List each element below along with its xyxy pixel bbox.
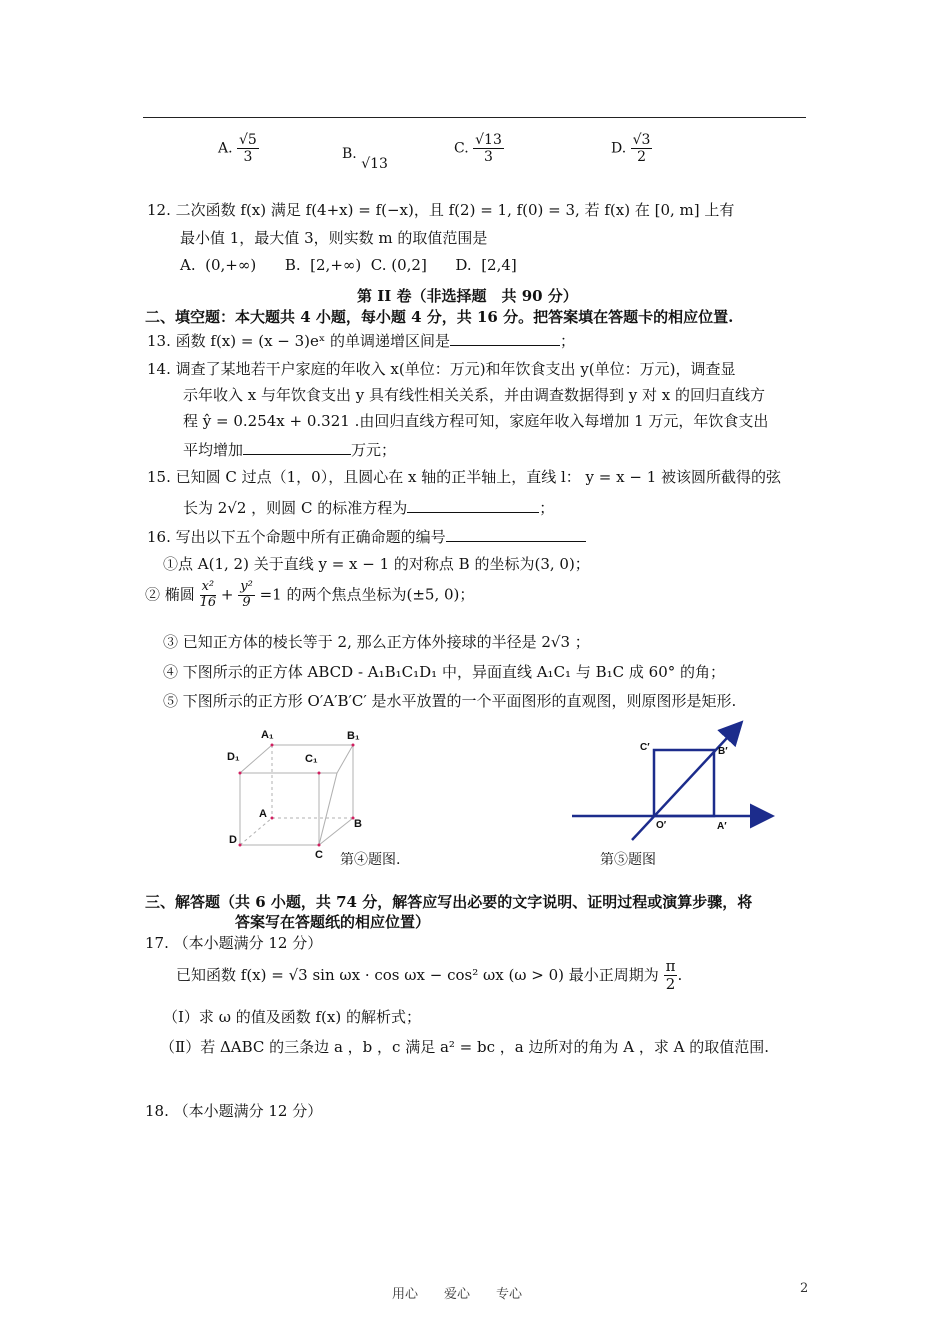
q16-p3: ③ 已知正方体的棱长等于 2, 那么正方体外接球的半径是 2√3 ； <box>163 633 590 651</box>
q14-answer-blank[interactable] <box>243 440 351 455</box>
label-a-prime: A′ <box>717 821 727 832</box>
q15-line2 <box>183 497 554 518</box>
option-d-fraction <box>631 132 653 165</box>
q17-part2: （Ⅱ）若 ΔABC 的三条边 a ，b ，c 满足 a² = bc ，a 边所对的角为 A ，求 A 的取值范围. <box>160 1038 770 1056</box>
figure4-cube <box>225 725 400 865</box>
q16-p4: ④ 下图所示的正方体 ABCD - A₁B₁C₁D₁ 中，异面直线 A₁C₁ 与 B₁C 成 60° 的角； <box>163 663 726 681</box>
option-d-den: 2 <box>637 149 647 166</box>
q17-part1: （Ⅰ）求 ω 的值及函数 f(x) 的解析式； <box>163 1008 421 1026</box>
q16-p2-frac-x <box>200 580 217 611</box>
q12-line2: 最小值 1，最大值 3，则实数 m 的取值范围是 <box>180 229 488 247</box>
figure5-square <box>570 716 780 846</box>
q13 <box>147 330 575 351</box>
q11-option-c <box>454 132 504 165</box>
option-a-label: A. <box>218 140 233 157</box>
q13-end: ； <box>560 332 576 350</box>
period-den: 2 <box>665 975 676 994</box>
page-number: 2 <box>800 1281 809 1296</box>
section2-title: 第 II 卷（非选择题 共 90 分） <box>357 287 578 305</box>
q15-line1: 15. 已知圆 C 过点（1，0），且圆心在 x 轴的正半轴上，直线 l： y = x − 1 被该圆所截得的弦 <box>147 468 782 486</box>
q17-head: 17. （本小题满分 12 分） <box>145 934 323 952</box>
q13-answer-blank[interactable] <box>450 331 560 346</box>
frac-x-den: 16 <box>199 594 217 610</box>
q15-line2-post: ； <box>539 499 555 517</box>
vertex-dot <box>352 744 355 747</box>
q12-options: A. (0,+∞) B. [2,+∞) C. (0,2] D. [2,4] <box>180 256 517 274</box>
label-c-prime: C′ <box>640 742 650 753</box>
q16-p2-frac-y <box>238 580 255 611</box>
label-b-prime: B′ <box>718 746 728 757</box>
q14-line1: 14. 调查了某地若干户家庭的年收入 x(单位：万元)和年饮食支出 y(单位：万元)，调查显 <box>147 360 736 378</box>
q14-line4-pre: 平均增加 <box>183 441 244 459</box>
frac-y-den: 9 <box>242 594 251 610</box>
section2-header: 二、填空题：本大题共 4 小题，每小题 4 分，共 16 分。把答案填在答题卡的相应位置. <box>145 308 734 326</box>
q13-text: 13. 函数 f(x) = (x − 3)eˣ 的单调递增区间是 <box>147 332 451 350</box>
vertex-dot <box>318 844 321 847</box>
q14-line2: 示年收入 x 与年饮食支出 y 具有线性相关关系，并由调查数据得到 y 对 x 的回归直线方 <box>183 386 766 404</box>
vertex-dot <box>318 772 321 775</box>
vertex-dot <box>271 817 274 820</box>
q16-text: 16. 写出以下五个命题中所有正确命题的编号 <box>147 528 446 546</box>
section3-line2: 答案写在答题纸的相应位置） <box>235 913 431 931</box>
label-c1: C₁ <box>305 753 318 765</box>
q16-answer-blank[interactable] <box>446 527 586 542</box>
q16-p5: ⑤ 下图所示的正方形 O′A′B′C′ 是水平放置的一个平面图形的直观图，则原图形是矩形. <box>163 692 737 710</box>
option-a-num: √5 <box>239 132 257 148</box>
option-d-label: D. <box>611 140 627 157</box>
q16-p2-plus: + <box>220 585 234 604</box>
cube-edge <box>319 818 353 845</box>
cube-hidden-edge <box>240 818 272 845</box>
vertex-dot <box>239 772 242 775</box>
footer-slogan: 用心 爱心 专心 <box>392 1287 523 1302</box>
q16-p1: ①点 A(1, 2) 关于直线 y = x − 1 的对称点 B 的坐标为(3, 0)； <box>163 555 590 573</box>
q17-given <box>176 958 682 994</box>
q16-p2 <box>145 580 474 611</box>
q16-line1 <box>147 526 586 547</box>
q17-period-fraction <box>664 958 678 994</box>
option-d-num: √3 <box>632 132 651 148</box>
frac-x-num: x² <box>201 579 215 594</box>
q18-head: 18. （本小题满分 12 分） <box>145 1102 323 1120</box>
label-d: D <box>229 834 237 846</box>
frac-y-num: y² <box>240 579 253 594</box>
q11-option-d <box>611 132 652 165</box>
q17-given-end: . <box>677 965 683 984</box>
cube-edge <box>319 773 337 845</box>
q14-line4-post: 万元； <box>351 441 397 459</box>
label-b1: B₁ <box>347 730 360 742</box>
label-b: B <box>354 818 362 830</box>
top-rule <box>143 117 806 118</box>
label-d1: D₁ <box>227 751 240 763</box>
label-o-prime: O′ <box>656 820 667 831</box>
cube-edge <box>337 745 353 773</box>
figure5-caption: 第⑤题图 <box>600 852 656 868</box>
option-c-den: 3 <box>484 149 493 166</box>
label-a1: A₁ <box>261 729 274 741</box>
option-b-value: √13 <box>361 156 388 172</box>
option-c-label: C. <box>454 140 469 157</box>
option-b-label: B. <box>342 146 357 162</box>
option-c-num: √13 <box>475 132 502 148</box>
figure4-caption: 第④题图. <box>340 852 401 868</box>
q16-p2-pre: ② 椭圆 <box>145 585 195 604</box>
q16-p2-post: =1 的两个焦点坐标为(±5, 0)； <box>259 585 475 604</box>
option-a-fraction <box>237 132 259 165</box>
label-c: C <box>315 849 323 861</box>
period-num: π <box>665 957 676 975</box>
q14-line4 <box>183 439 396 460</box>
section3-line1: 三、解答题（共 6 小题，共 74 分，解答应写出必要的文字说明、证明过程或演算步骤，将 <box>145 893 753 911</box>
label-a: A <box>259 808 267 820</box>
option-c-fraction <box>473 132 504 165</box>
q11-option-a <box>218 132 259 165</box>
q17-given-text: 已知函数 f(x) = √3 sin ωx · cos ωx − cos² ωx (ω > 0) 最小正周期为 <box>176 965 659 984</box>
vertex-dot <box>271 744 274 747</box>
option-a-den: 3 <box>243 149 253 166</box>
q15-line2-pre: 长为 2√2 ，则圆 C 的标准方程为 <box>183 499 408 517</box>
q15-answer-blank[interactable] <box>407 498 539 513</box>
q12-line1: 12. 二次函数 f(x) 满足 f(4+x) = f(−x)，且 f(2) = 1, f(0) = 3, 若 f(x) 在 [0, m] 上有 <box>147 201 735 219</box>
q14-line3: 程 ŷ = 0.254x + 0.321 .由回归直线方程可知，家庭年收入每增加 1 万元，年饮食支出 <box>183 412 769 430</box>
cube-edge <box>240 745 272 773</box>
q11-option-b <box>342 146 388 172</box>
vertex-dot <box>239 844 242 847</box>
